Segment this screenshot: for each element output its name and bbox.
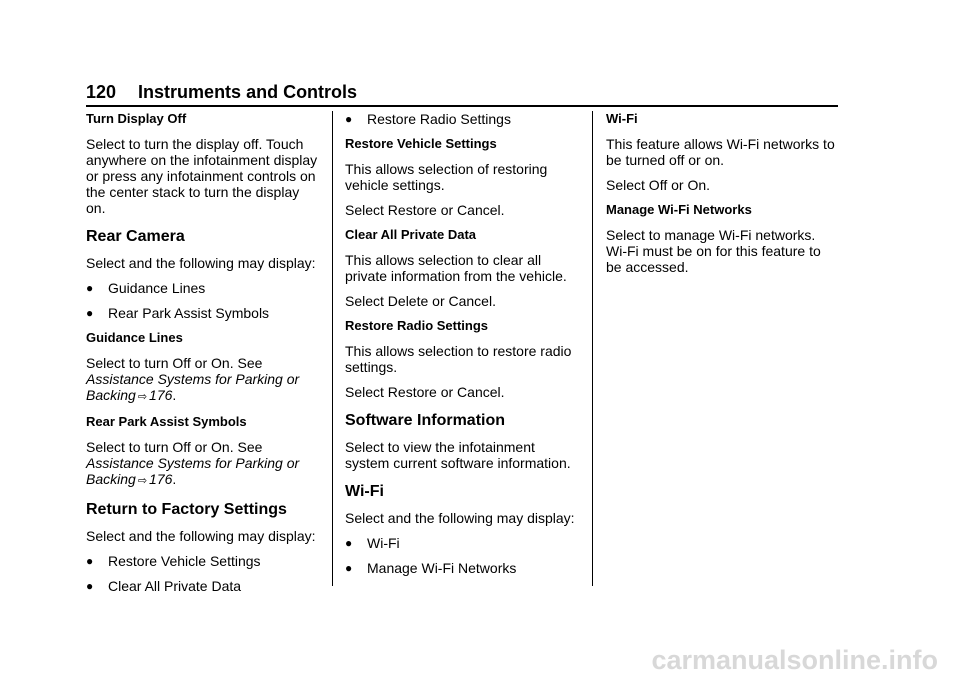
- bullet-icon: ●: [86, 554, 94, 568]
- list-item: ● Guidance Lines: [86, 280, 206, 296]
- heading-wifi: Wi-Fi: [345, 483, 384, 500]
- list-item: ● Wi-Fi: [345, 535, 400, 551]
- paragraph: Select and the following may display:: [345, 510, 575, 526]
- column-divider: [332, 111, 333, 586]
- list-item: ● Rear Park Assist Symbols: [86, 305, 270, 321]
- subheading-rear-park-assist: Rear Park Assist Symbols: [86, 414, 247, 429]
- paragraph: Select Delete or Cancel.: [345, 293, 496, 309]
- heading-software-information: Software Information: [345, 412, 506, 429]
- page-number: 120: [86, 82, 117, 102]
- list-item: ● Restore Vehicle Settings: [86, 553, 261, 569]
- subheading-clear-private-data: Clear All Private Data: [345, 227, 477, 242]
- list-item: ● Manage Wi-Fi Networks: [345, 560, 517, 576]
- page-ref-arrow-icon: ⇨: [137, 475, 148, 487]
- bullet-icon: ●: [86, 579, 94, 593]
- paragraph: This allows selection to clear all private information from the vehicle.: [345, 252, 567, 284]
- column-3: [606, 111, 838, 284]
- paragraph: Select to manage Wi-Fi networks. Wi-Fi must be on for this feature to be accessed.: [606, 227, 821, 275]
- paragraph: Select to turn Off or On. See Assistance Systems for Parking or Backing ⇨ 176.: [86, 355, 300, 403]
- column-1: [86, 111, 318, 603]
- subheading-restore-radio: Restore Radio Settings: [345, 318, 489, 333]
- bullet-icon: ●: [86, 306, 94, 320]
- section-title: Instruments and Controls: [138, 82, 358, 102]
- paragraph: Select and the following may display:: [86, 255, 316, 271]
- heading-rear-camera: Rear Camera: [86, 228, 185, 245]
- bullet-icon: ●: [345, 536, 353, 550]
- cross-reference-link[interactable]: Assistance Systems for Parking or Backing: [86, 455, 300, 487]
- paragraph: This allows selection to restore radio settings.: [345, 343, 572, 375]
- page-ref-arrow-icon: ⇨: [137, 391, 148, 403]
- paragraph: Select and the following may display:: [86, 528, 316, 544]
- subheading-restore-vehicle: Restore Vehicle Settings: [345, 136, 497, 151]
- bullet-icon: ●: [86, 281, 94, 295]
- cross-reference-link[interactable]: Assistance Systems for Parking or Backing: [86, 371, 300, 403]
- subheading-manage-wifi: Manage Wi-Fi Networks: [606, 202, 752, 217]
- bullet-icon: ●: [345, 561, 353, 575]
- paragraph: Select to turn Off or On. See Assistance Systems for Parking or Backing ⇨ 176.: [86, 439, 300, 487]
- paragraph: Select Restore or Cancel.: [345, 202, 505, 218]
- paragraph: This allows selection of restoring vehicle settings.: [345, 161, 548, 193]
- page-reference[interactable]: 176: [149, 471, 173, 487]
- page-header: [86, 82, 838, 107]
- list-item: ● Restore Radio Settings: [345, 111, 511, 127]
- watermark: carmanualsonline.info: [651, 645, 938, 675]
- page-reference[interactable]: 176: [149, 387, 173, 403]
- column-divider: [592, 111, 593, 586]
- column-2: [345, 111, 577, 585]
- paragraph: Select to view the infotainment system current software information.: [345, 439, 571, 471]
- list-item: ● Clear All Private Data: [86, 578, 242, 594]
- paragraph: Select Restore or Cancel.: [345, 384, 505, 400]
- heading-factory-settings: Return to Factory Settings: [86, 501, 287, 518]
- paragraph: Select Off or On.: [606, 177, 711, 193]
- paragraph: This feature allows Wi-Fi networks to be turned off or on.: [606, 136, 835, 168]
- subheading-wifi: Wi-Fi: [606, 111, 638, 126]
- paragraph: Select to turn the display off. Touch anywhere on the infotainment display or press any infotainment controls on the center stack to turn the display on.: [86, 136, 318, 216]
- subheading-guidance-lines: Guidance Lines: [86, 330, 183, 345]
- subheading-turn-display-off: Turn Display Off: [86, 111, 187, 126]
- bullet-icon: ●: [345, 112, 353, 126]
